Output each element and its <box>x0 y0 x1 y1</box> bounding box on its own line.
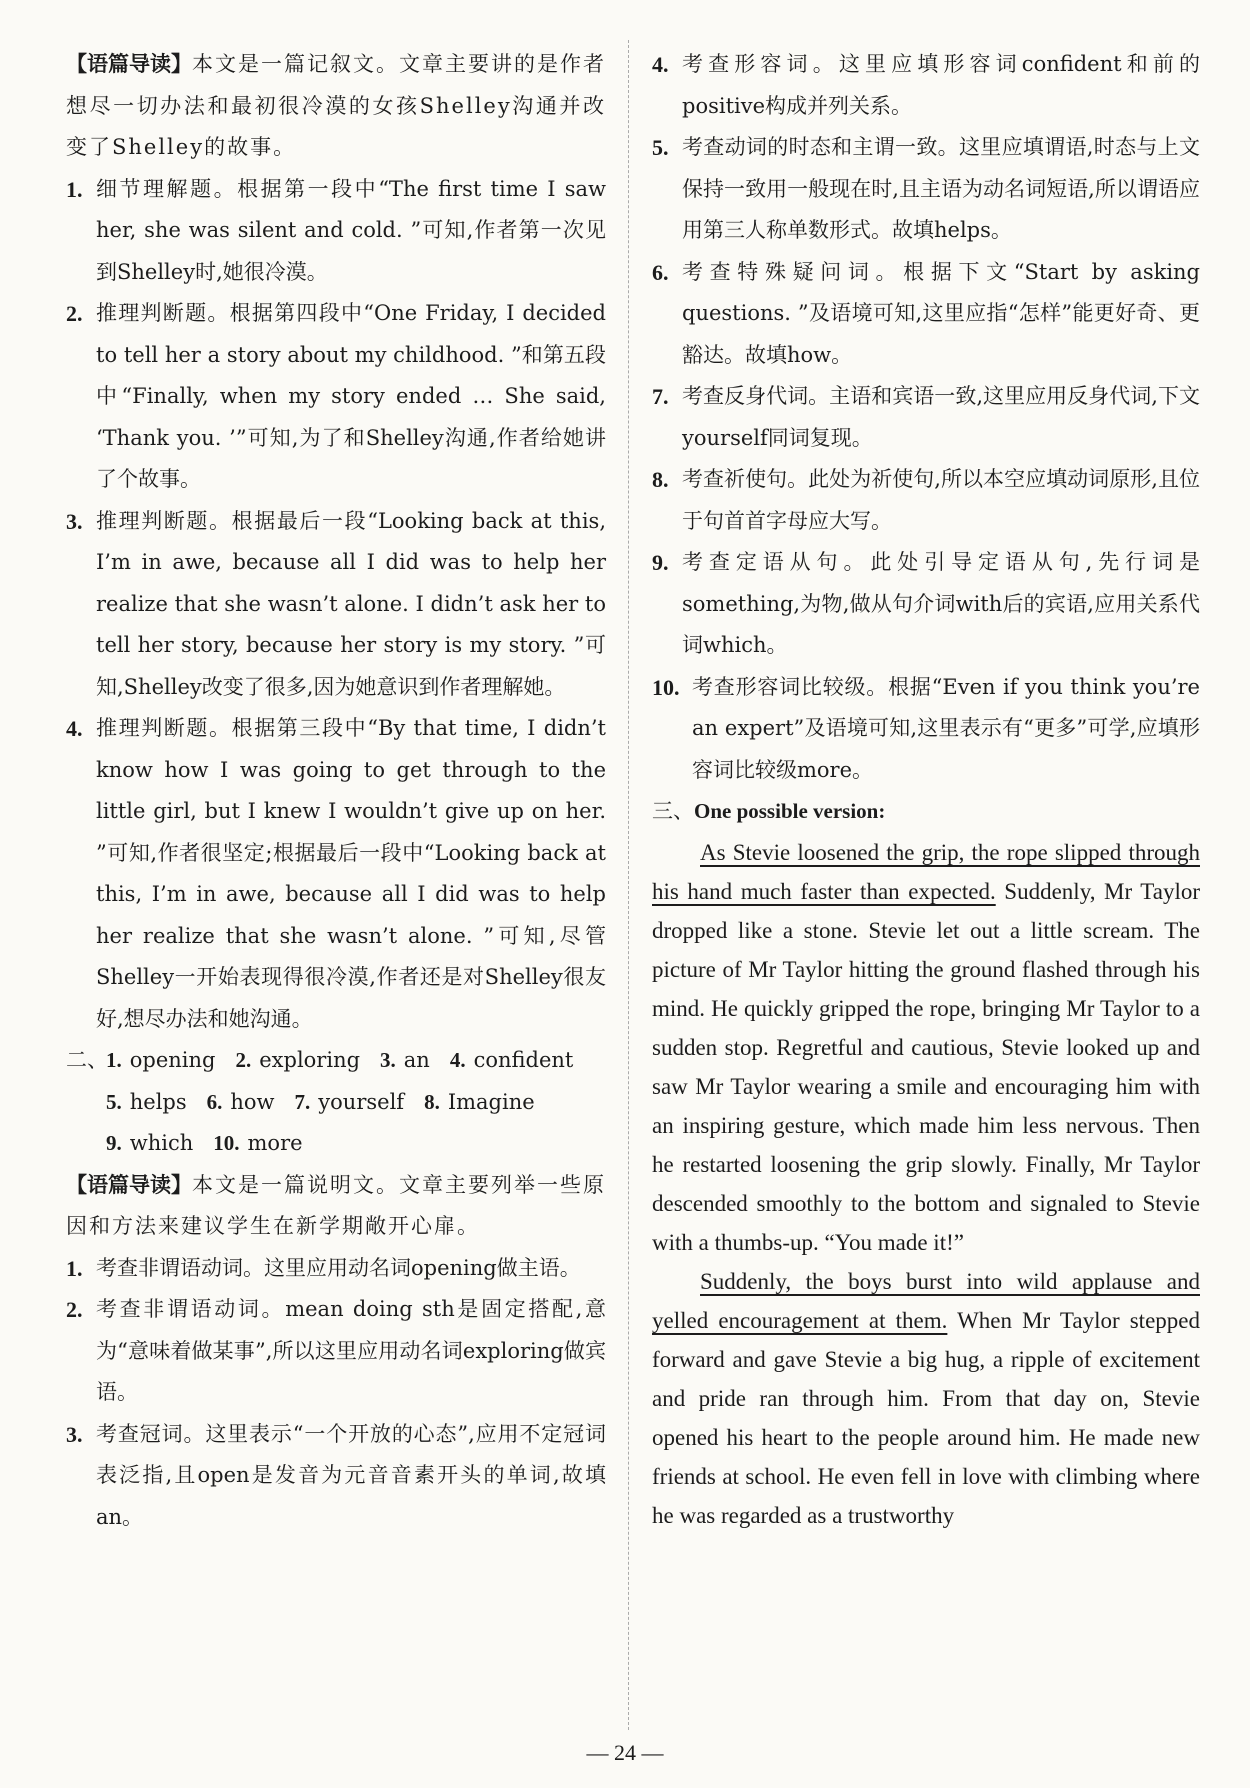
answer-entry <box>106 1123 193 1165</box>
answer-number: 3. <box>380 1048 396 1072</box>
essay-text: When Mr Taylor stepped forward and gave Stevie a big hug, a ripple of excitement and pride ran through him. From that day on, Stevie opened his heart to the people around him. He made new friends at school. He even fell in love with climbing where he was regarded as a trustworthy <box>652 1307 1200 1528</box>
item-number: 10. <box>652 674 680 700</box>
answer-item <box>652 127 1200 252</box>
essay-given-sentence: As Stevie loosened the grip, the rope slipped through his hand much faster than expected. <box>652 839 1200 904</box>
answer-word: yourself <box>318 1089 405 1114</box>
answer-item <box>652 542 1200 667</box>
answer-number: 5. <box>106 1089 122 1114</box>
item-number: 9. <box>652 550 669 575</box>
item-number: 4. <box>652 52 669 77</box>
answer-number: 6. <box>206 1089 223 1114</box>
item-text: 考查形容词比较级。根据“Even if you think you’re an expert”及语境可知,这里表示有“更多”可学,应填形容词比较级more。 <box>692 674 1200 782</box>
item-number: 8. <box>652 467 669 492</box>
answer-entry <box>213 1123 302 1165</box>
answer-entry <box>295 1082 405 1124</box>
answer-word: Imagine <box>447 1089 535 1114</box>
answer-item <box>66 501 606 709</box>
reading-guide-text: 本文是一篇说明文。文章主要列举一些原因和方法来建议学生在新学期敞开心扉。 <box>66 1172 606 1238</box>
answer-entry <box>106 1040 215 1082</box>
essay-text: Suddenly, Mr Taylor dropped like a stone. Stevie let out a little scream. The picture of Mr Taylor hitting the ground flashed through his mind. He quickly gripped the rope, bringing Mr Taylor to a sudden stop. Regretful and cautious, Stevie looked up and saw Mr Taylor wearing a smile and encouraging him with an inspiring gesture, which made him less nervous. Then he restarted loosening the grip slowly. Finally, Mr Taylor descended smoothly to the bottom and signaled to Stevie with a thumbs-up. “You made it!” <box>652 878 1201 1255</box>
part3-label: One possible version: <box>694 799 886 823</box>
item-text: 推理判断题。根据最后一段“Looking back at this, I’m in awe, because all I did was to help her realize that she wasn’t alone. I didn’t ask her to tell her story, because her story is my story. ”可知,Shelley改变了很多,因为她意识到作者理解她。 <box>96 508 606 699</box>
item-number: 5. <box>652 135 669 160</box>
answer-number: 9. <box>106 1131 122 1155</box>
answer-item <box>652 667 1200 792</box>
answer-word: an <box>403 1048 430 1072</box>
item-text: 推理判断题。根据第三段中“By that time, I didn’t know how I was going to get through to the little girl, but I knew I wouldn’t give up on her. ”可知,作者很坚定;根据最后一段中“Looking back at this, I’m in awe, because all I did was to help her realize that she wasn’t alone. ”可知,尽管Shelley一开始表现得很冷漠,作者还是对Shelley很友好,想尽办法和她沟通。 <box>96 716 606 1031</box>
item-text: 考查非谓语动词。这里应用动名词opening做主语。 <box>96 1255 581 1280</box>
answer-word: helps <box>129 1089 187 1114</box>
part2-explanation-list <box>66 1248 606 1539</box>
answer-item <box>66 708 606 1040</box>
answer-entry <box>380 1040 430 1082</box>
answer-number: 10. <box>213 1131 240 1155</box>
reading-guide-text: 本文是一篇记叙文。文章主要讲的是作者想尽一切办法和最初很冷漠的女孩Shelley沟通并改变了Shelley的故事。 <box>66 52 606 159</box>
answer-line <box>106 1040 593 1082</box>
answer-entry <box>207 1082 275 1124</box>
answer-word: how <box>230 1089 275 1114</box>
item-text: 考查特殊疑问词。根据下文“Start by asking questions. ”及语境可知,这里应指“怎样”能更好奇、更豁达。故填how。 <box>682 259 1200 367</box>
right-column <box>652 44 1200 1535</box>
essay-paragraph-2 <box>652 1262 1200 1535</box>
item-number: 3. <box>66 508 83 534</box>
column-divider <box>628 40 629 1730</box>
answer-word: more <box>247 1131 303 1155</box>
answer-entry <box>106 1082 187 1124</box>
item-number: 7. <box>652 384 669 409</box>
reading-guide-tag: 【语篇导读】 <box>66 52 192 76</box>
answer-entry <box>235 1040 360 1082</box>
item-text: 考查祈使句。此处为祈使句,所以本空应填动词原形,且位于句首首字母应大写。 <box>682 467 1200 533</box>
answer-entry <box>424 1082 535 1124</box>
answer-item <box>652 459 1200 542</box>
item-text: 考查非谓语动词。mean doing sth是固定搭配,意为“意味着做某事”,所以这里应用动名词exploring做宾语。 <box>96 1297 606 1404</box>
answer-item <box>66 1414 606 1539</box>
answer-word: opening <box>129 1048 216 1072</box>
answer-item <box>66 293 606 501</box>
item-number: 6. <box>652 259 669 285</box>
item-number: 3. <box>66 1421 83 1447</box>
essay-given-sentence: Suddenly, the boys burst into wild applause and yelled encouragement at them. <box>652 1268 1200 1333</box>
answer-item <box>66 1289 606 1414</box>
answer-line <box>66 1082 606 1124</box>
answer-number: 4. <box>449 1048 466 1072</box>
answer-item <box>652 376 1200 459</box>
part1-answer-list <box>66 169 606 1041</box>
answer-entry <box>450 1040 574 1082</box>
answer-word: exploring <box>259 1048 361 1072</box>
essay-paragraph-1 <box>652 833 1200 1262</box>
part2-answer-key <box>66 1040 606 1082</box>
page-number: — 24 — <box>586 1740 664 1765</box>
answer-item <box>66 169 606 294</box>
reading-guide-tag: 【语篇导读】 <box>66 1172 192 1197</box>
item-number: 4. <box>66 716 83 741</box>
reading-guide-2 <box>66 1165 606 1248</box>
left-column <box>66 44 606 1538</box>
answer-line <box>66 1123 606 1165</box>
item-text: 考查形容词。这里应填形容词confident和前的positive构成并列关系。 <box>682 52 1200 118</box>
answer-word: which <box>129 1131 194 1155</box>
part2-prefix: 二、 <box>66 1048 108 1072</box>
part3-prefix: 三、 <box>652 799 694 823</box>
item-text: 考查冠词。这里表示“一个开放的心态”,应用不定冠词表泛指,且open是发音为元音音素开头的单词,故填an。 <box>96 1421 606 1529</box>
item-number: 2. <box>66 301 83 326</box>
answer-number: 8. <box>424 1089 440 1114</box>
answer-item <box>652 44 1200 127</box>
item-text: 考查动词的时态和主谓一致。这里应填谓语,时态与上文保持一致用一般现在时,且主语为动名词短语,所以谓语应用第三人称单数形式。故填helps。 <box>682 135 1200 242</box>
item-text: 考查反身代词。主语和宾语一致,这里应用反身代词,下文yourself同词复现。 <box>682 384 1200 450</box>
part3-heading <box>652 791 1200 833</box>
item-text: 细节理解题。根据第一段中“The first time I saw her, she was silent and cold. ”可知,作者第一次见到Shelley时,她很冷漠。 <box>96 176 606 284</box>
answer-number: 1. <box>106 1048 122 1072</box>
answer-number: 2. <box>235 1048 252 1072</box>
answer-word: confident <box>473 1048 574 1072</box>
item-number: 1. <box>66 1255 83 1281</box>
answer-number: 7. <box>294 1089 311 1114</box>
item-text: 考查定语从句。此处引导定语从句,先行词是something,为物,做从句介词with后的宾语,应用关系代词which。 <box>682 550 1200 657</box>
item-number: 2. <box>66 1297 83 1322</box>
item-text: 推理判断题。根据第四段中“One Friday, I decided to tell her a story about my childhood. ”和第五段中“Finally, when my story ended … She said, ‘Thank you. ’”可知,为了和Shelley沟通,作者给她讲了个故事。 <box>96 301 606 491</box>
reading-guide-1 <box>66 44 606 169</box>
part2-explanation-list <box>652 44 1200 791</box>
item-number: 1. <box>66 176 83 202</box>
answer-item <box>66 1248 606 1290</box>
answer-item <box>652 252 1200 377</box>
